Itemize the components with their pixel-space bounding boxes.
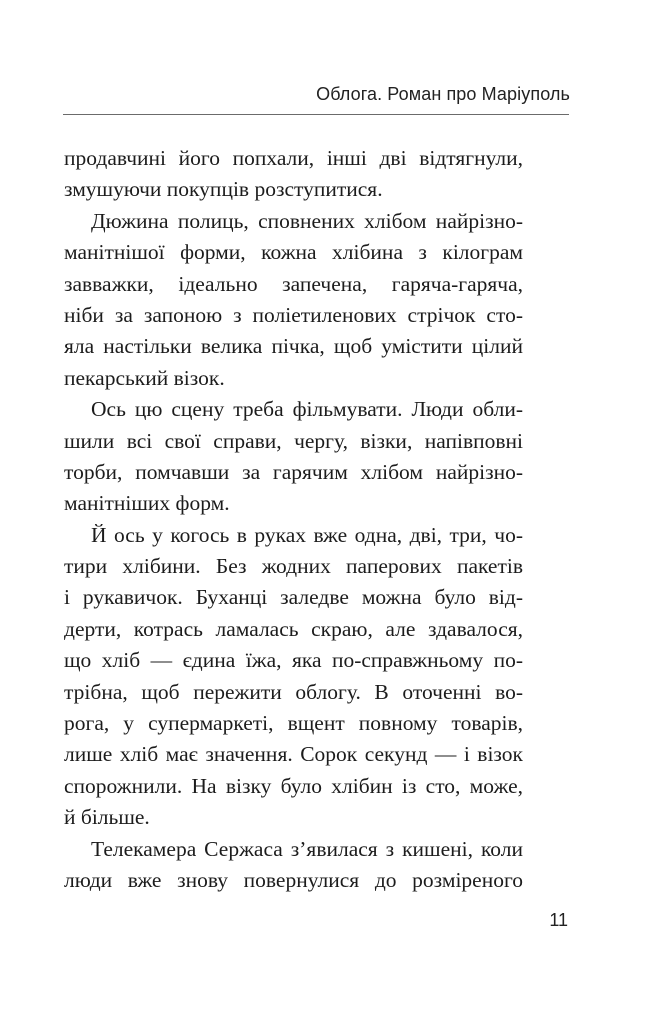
text-line: спорожнили. На візку було хлібин із сто, може, [64, 773, 523, 798]
text-line: манітніших форм. [64, 491, 230, 516]
body-text [64, 143, 523, 896]
text-line: рога, у супермаркеті, вщент повному товарів, [64, 711, 523, 736]
text-line: завважки, ідеально запечена, гаряча-гаряча, [64, 271, 523, 296]
text-line: продавчині його попхали, інші дві відтягнули, [64, 146, 523, 170]
text-line: змушуючи покупців розступитися. [64, 177, 383, 202]
text-line: яла настільки велика пічка, щоб умістити цілий [64, 334, 523, 359]
text-line: тири хлібини. Без жодних паперових пакетів [64, 554, 523, 579]
text-line: і рукавичок. Буханці заледве можна було від- [64, 585, 523, 610]
text-line: дерти, котрась ламалась скраю, але здавалося, [64, 616, 523, 641]
text-line: шили всі свої справи, чергу, візки, напівповні [64, 428, 523, 453]
text-line: що хліб — єдина їжа, яка по-справжньому по- [64, 648, 523, 673]
text-line: Телекамера Сержаса з’явилася з кишені, коли [91, 836, 523, 861]
text-line: трібна, щоб пережити облогу. В оточенні во- [64, 679, 523, 704]
page-number: 11 [549, 910, 568, 930]
text-line: лише хліб має значення. Сорок секунд — і візок [64, 742, 523, 767]
text-line: Й ось у когось в руках вже одна, дві, три, чо- [91, 522, 523, 547]
text-line: люди вже знову повернулися до розміреного [64, 867, 523, 892]
text-line: Дюжина полиць, сповнених хлібом найрізно- [91, 208, 523, 233]
header-rule [63, 114, 569, 115]
text-line: Ось цю сцену треба фільмувати. Люди обли- [91, 397, 523, 422]
text-line: ніби за запоною з поліетиленових стрічок сто- [64, 302, 523, 327]
text-line: пекарський візок. [64, 365, 225, 390]
running-title: Облога. Роман про Маріуполь [316, 84, 570, 104]
text-line: торби, помчавши за гарячим хлібом найрізно- [64, 459, 523, 484]
text-line: манітнішої форми, кожна хлібина з кілограм [64, 240, 523, 265]
text-line: й більше. [64, 805, 150, 830]
